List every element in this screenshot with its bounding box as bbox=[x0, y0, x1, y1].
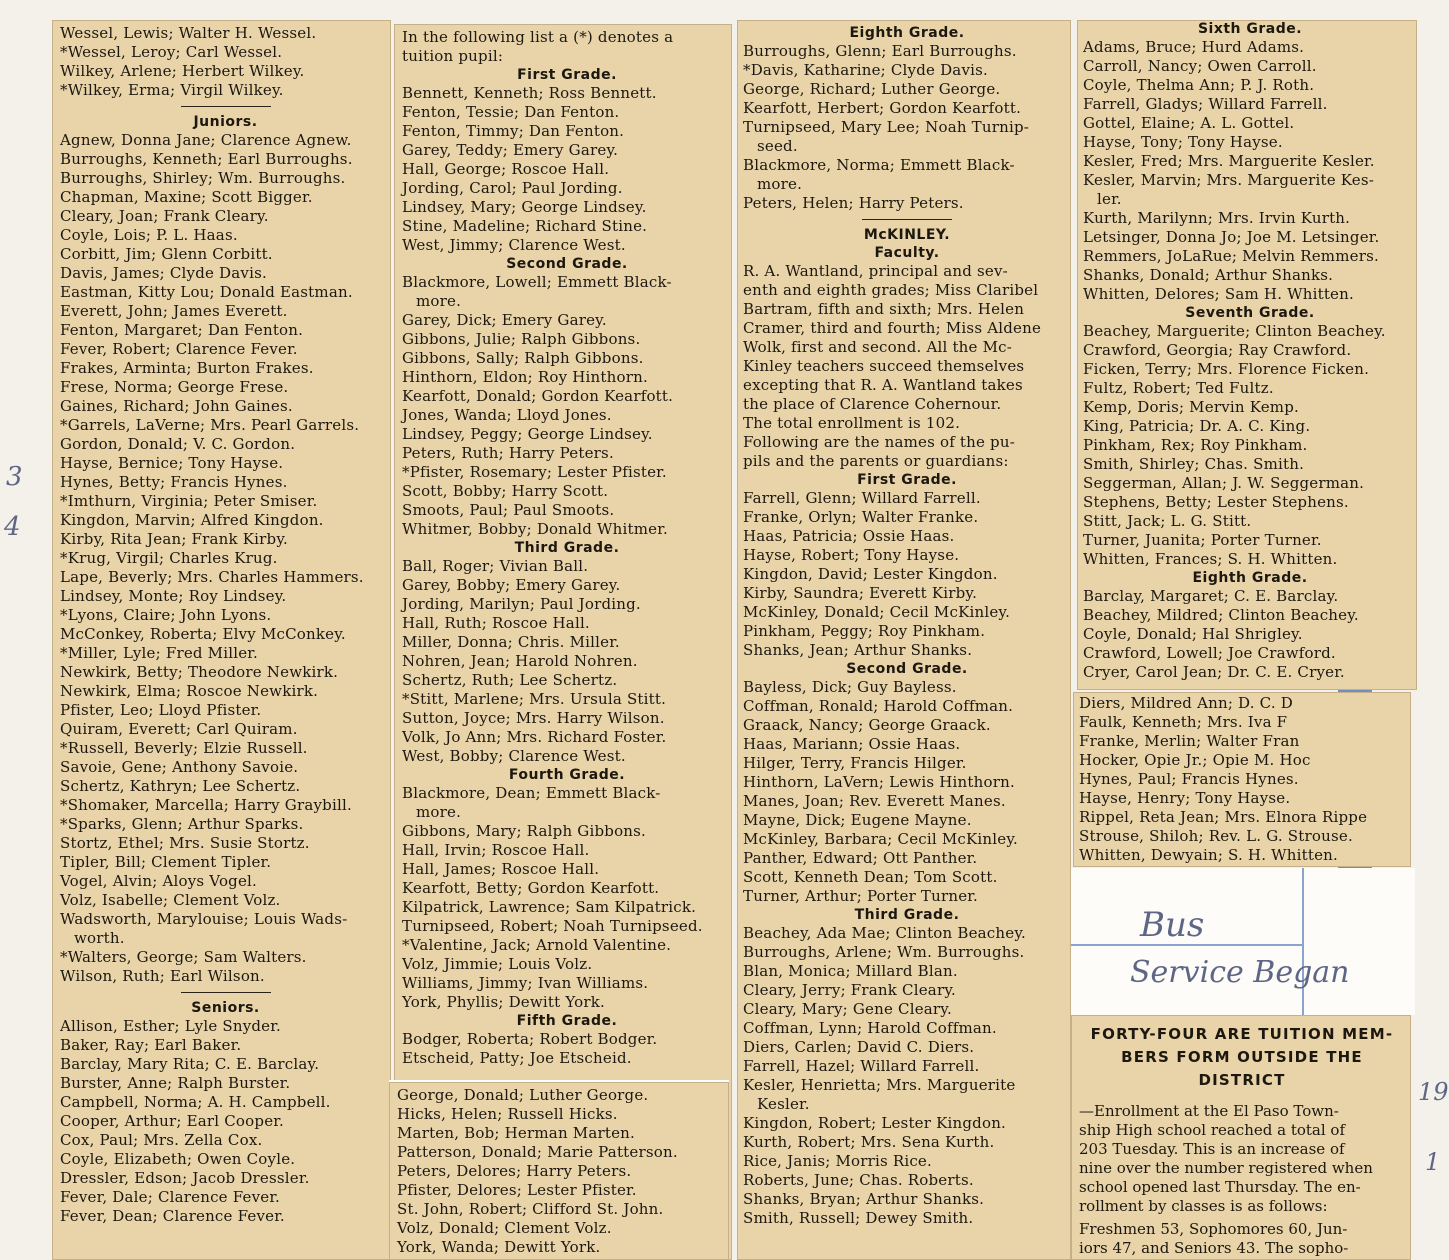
list-item: Turnipseed, Robert; Noah Turnipseed. bbox=[402, 917, 703, 935]
section-heading: Eighth Grade. bbox=[849, 25, 965, 41]
list-item: Hall, George; Roscoe Hall. bbox=[402, 160, 610, 178]
list-item: pils and the parents or guardians: bbox=[743, 452, 1009, 470]
list-item: Fultz, Robert; Ted Fultz. bbox=[1083, 379, 1274, 397]
list-item: Fenton, Tessie; Dan Fenton. bbox=[402, 103, 620, 121]
list-item: Franke, Orlyn; Walter Franke. bbox=[743, 508, 979, 526]
section-heading: First Grade. bbox=[857, 472, 957, 488]
list-item: Gaines, Richard; John Gaines. bbox=[60, 397, 293, 415]
list-item: *Pfister, Rosemary; Lester Pfister. bbox=[402, 463, 667, 481]
list-item: Turner, Juanita; Porter Turner. bbox=[1083, 531, 1322, 549]
list-item: Whitten, Dewyain; S. H. Whitten. bbox=[1079, 846, 1338, 864]
list-item: Bartram, fifth and sixth; Mrs. Helen bbox=[743, 300, 1025, 318]
list-item: seed. bbox=[757, 137, 798, 155]
list-item: Burroughs, Shirley; Wm. Burroughs. bbox=[60, 169, 346, 187]
list-item: Chapman, Maxine; Scott Bigger. bbox=[60, 188, 313, 206]
list-item: more. bbox=[416, 803, 462, 821]
list-item: Beachey, Marguerite; Clinton Beachey. bbox=[1083, 322, 1386, 340]
list-item: Ball, Roger; Vivian Ball. bbox=[402, 557, 589, 575]
list-item: *Garrels, LaVerne; Mrs. Pearl Garrels. bbox=[60, 416, 360, 434]
article-body-line: ship High school reached a total of bbox=[1079, 1121, 1346, 1139]
list-item: Lape, Beverly; Mrs. Charles Hammers. bbox=[60, 568, 364, 586]
list-item: West, Jimmy; Clarence West. bbox=[402, 236, 626, 254]
list-item: Fever, Dean; Clarence Fever. bbox=[60, 1207, 285, 1225]
list-item: Stephens, Betty; Lester Stephens. bbox=[1083, 493, 1349, 511]
list-item: Smoots, Paul; Paul Smoots. bbox=[402, 501, 615, 519]
list-item: Lindsey, Monte; Roy Lindsey. bbox=[60, 587, 287, 605]
clipping-column-mckinley bbox=[737, 20, 1071, 1260]
list-item: *Valentine, Jack; Arnold Valentine. bbox=[402, 936, 672, 954]
list-item: Vogel, Alvin; Aloys Vogel. bbox=[60, 872, 258, 890]
list-item: Allison, Esther; Lyle Snyder. bbox=[60, 1017, 281, 1035]
list-item: Beachey, Ada Mae; Clinton Beachey. bbox=[743, 924, 1026, 942]
list-item: Frakes, Arminta; Burton Frakes. bbox=[60, 359, 314, 377]
list-item: The total enrollment is 102. bbox=[743, 414, 961, 432]
margin-mark: 4 bbox=[4, 512, 21, 542]
list-item: Beachey, Mildred; Clinton Beachey. bbox=[1083, 606, 1359, 624]
clipping-column-eighth-grade-cont bbox=[1073, 692, 1411, 867]
list-item: Gordon, Donald; V. C. Gordon. bbox=[60, 435, 296, 453]
list-item: Fenton, Margaret; Dan Fenton. bbox=[60, 321, 304, 339]
list-item: Kinley teachers succeed themselves bbox=[743, 357, 1025, 375]
list-item: Tipler, Bill; Clement Tipler. bbox=[60, 853, 272, 871]
list-item: Kearfott, Donald; Gordon Kearfott. bbox=[402, 387, 674, 405]
clipping-column-juniors-seniors bbox=[52, 20, 391, 1260]
list-item: Kesler. bbox=[757, 1095, 810, 1113]
scrapbook-page-area bbox=[1070, 868, 1415, 1015]
list-item: R. A. Wantland, principal and sev- bbox=[743, 262, 1008, 280]
list-item: Quiram, Everett; Carl Quiram. bbox=[60, 720, 298, 738]
list-item: King, Patricia; Dr. A. C. King. bbox=[1083, 417, 1311, 435]
list-item: Hayse, Robert; Tony Hayse. bbox=[743, 546, 960, 564]
list-item: Farrell, Gladys; Willard Farrell. bbox=[1083, 95, 1328, 113]
list-item: Sutton, Joyce; Mrs. Harry Wilson. bbox=[402, 709, 665, 727]
list-item: Gottel, Elaine; A. L. Gottel. bbox=[1083, 114, 1295, 132]
list-item: Whitmer, Bobby; Donald Whitmer. bbox=[402, 520, 668, 538]
article-headline-line: BERS FORM OUTSIDE THE bbox=[1121, 1048, 1363, 1066]
list-item: Stortz, Ethel; Mrs. Susie Stortz. bbox=[60, 834, 310, 852]
section-heading: First Grade. bbox=[517, 67, 617, 83]
list-item: *Lyons, Claire; John Lyons. bbox=[60, 606, 272, 624]
article-body-line: 203 Tuesday. This is an increase of bbox=[1079, 1140, 1345, 1158]
list-item: Gibbons, Julie; Ralph Gibbons. bbox=[402, 330, 641, 348]
list-item: Coyle, Lois; P. L. Haas. bbox=[60, 226, 238, 244]
list-item: Rippel, Reta Jean; Mrs. Elnora Rippe bbox=[1079, 808, 1368, 826]
list-item: *Wilkey, Erma; Virgil Wilkey. bbox=[60, 81, 284, 99]
list-item: Pfister, Leo; Lloyd Pfister. bbox=[60, 701, 262, 719]
list-item: Baker, Ray; Earl Baker. bbox=[60, 1036, 242, 1054]
list-item: In the following list a (*) denotes a bbox=[402, 28, 674, 46]
section-heading: Juniors. bbox=[193, 114, 258, 130]
list-item: excepting that R. A. Wantland takes bbox=[743, 376, 1023, 394]
list-item: Jones, Wanda; Lloyd Jones. bbox=[402, 406, 612, 424]
list-item: *Russell, Beverly; Elzie Russell. bbox=[60, 739, 308, 757]
list-item: Campbell, Norma; A. H. Campbell. bbox=[60, 1093, 331, 1111]
list-item: Shanks, Bryan; Arthur Shanks. bbox=[743, 1190, 985, 1208]
list-item: Barclay, Margaret; C. E. Barclay. bbox=[1083, 587, 1339, 605]
list-item: Wilkey, Arlene; Herbert Wilkey. bbox=[60, 62, 305, 80]
list-item: Blan, Monica; Millard Blan. bbox=[743, 962, 958, 980]
list-item: Garey, Dick; Emery Garey. bbox=[402, 311, 607, 329]
list-item: Jording, Carol; Paul Jording. bbox=[402, 179, 623, 197]
list-item: Hilger, Terry, Francis Hilger. bbox=[743, 754, 967, 772]
list-item: Franke, Merlin; Walter Fran bbox=[1079, 732, 1300, 750]
article-body-line: iors 47, and Seniors 43. The sopho- bbox=[1079, 1239, 1349, 1257]
list-item: Stine, Madeline; Richard Stine. bbox=[402, 217, 648, 235]
list-item: Wolk, first and second. All the Mc- bbox=[743, 338, 1013, 356]
section-heading: Seniors. bbox=[191, 1000, 260, 1016]
list-item: Kirby, Rita Jean; Frank Kirby. bbox=[60, 530, 289, 548]
list-item: Burroughs, Glenn; Earl Burroughs. bbox=[743, 42, 1017, 60]
clipping-column-grades-1-5 bbox=[394, 24, 732, 1260]
list-item: Coyle, Thelma Ann; P. J. Roth. bbox=[1083, 76, 1315, 94]
list-item: Cramer, third and fourth; Miss Aldene bbox=[743, 319, 1042, 337]
list-item: McKinley, Donald; Cecil McKinley. bbox=[743, 603, 1011, 621]
list-item: Schertz, Kathryn; Lee Schertz. bbox=[60, 777, 301, 795]
list-item: Coffman, Lynn; Harold Coffman. bbox=[743, 1019, 997, 1037]
list-item: Williams, Jimmy; Ivan Williams. bbox=[402, 974, 649, 992]
list-item: Hocker, Opie Jr.; Opie M. Hoc bbox=[1079, 751, 1311, 769]
list-item: Shanks, Donald; Arthur Shanks. bbox=[1083, 266, 1334, 284]
article-headline-line: FORTY-FOUR ARE TUITION MEM- bbox=[1090, 1025, 1394, 1043]
list-item: Schertz, Ruth; Lee Schertz. bbox=[402, 671, 618, 689]
section-heading: Faculty. bbox=[874, 245, 940, 261]
list-item: Whitten, Frances; S. H. Whitten. bbox=[1083, 550, 1338, 568]
list-item: Kearfott, Betty; Gordon Kearfott. bbox=[402, 879, 660, 897]
list-item: McKinley, Barbara; Cecil McKinley. bbox=[743, 830, 1018, 848]
list-item: Burster, Anne; Ralph Burster. bbox=[60, 1074, 291, 1092]
list-item: Coyle, Donald; Hal Shrigley. bbox=[1083, 625, 1303, 643]
section-heading: Sixth Grade. bbox=[1197, 21, 1303, 37]
article-body-line: rollment by classes is as follows: bbox=[1079, 1197, 1328, 1215]
list-item: Kearfott, Herbert; Gordon Kearfott. bbox=[743, 99, 1022, 117]
list-item: Blackmore, Norma; Emmett Black- bbox=[743, 156, 1015, 174]
list-item: Peters, Helen; Harry Peters. bbox=[743, 194, 964, 212]
list-item: Cleary, Jerry; Frank Cleary. bbox=[743, 981, 956, 999]
list-item: Wessel, Lewis; Walter H. Wessel. bbox=[60, 24, 317, 42]
list-item: Kesler, Henrietta; Mrs. Marguerite bbox=[743, 1076, 1016, 1094]
section-divider bbox=[181, 992, 271, 993]
list-item: Remmers, JoLaRue; Melvin Remmers. bbox=[1083, 247, 1379, 265]
list-item: the place of Clarence Cohernour. bbox=[743, 395, 1002, 413]
list-item: Ficken, Terry; Mrs. Florence Ficken. bbox=[1083, 360, 1370, 378]
list-item: Corbitt, Jim; Glenn Corbitt. bbox=[60, 245, 273, 263]
list-item: Volz, Donald; Clement Volz. bbox=[397, 1219, 612, 1237]
list-item: Kurth, Marilynn; Mrs. Irvin Kurth. bbox=[1083, 209, 1351, 227]
list-item: West, Bobby; Clarence West. bbox=[402, 747, 626, 765]
list-item: York, Phyllis; Dewitt York. bbox=[402, 993, 605, 1011]
list-item: Kilpatrick, Lawrence; Sam Kilpatrick. bbox=[402, 898, 697, 916]
section-heading: Second Grade. bbox=[846, 661, 968, 677]
list-item: Garey, Bobby; Emery Garey. bbox=[402, 576, 621, 594]
list-item: Scott, Bobby; Harry Scott. bbox=[402, 482, 609, 500]
list-item: Kesler, Marvin; Mrs. Marguerite Kes- bbox=[1083, 171, 1374, 189]
list-item: Frese, Norma; George Frese. bbox=[60, 378, 289, 396]
list-item: Fever, Dale; Clarence Fever. bbox=[60, 1188, 281, 1206]
margin-mark: 3 bbox=[6, 462, 23, 492]
list-item: Hinthorn, Eldon; Roy Hinthorn. bbox=[402, 368, 648, 386]
list-item: Adams, Bruce; Hurd Adams. bbox=[1083, 38, 1305, 56]
list-item: Kingdon, Robert; Lester Kingdon. bbox=[743, 1114, 1007, 1132]
list-item: Cryer, Carol Jean; Dr. C. E. Cryer. bbox=[1083, 663, 1345, 681]
list-item: Burroughs, Arlene; Wm. Burroughs. bbox=[743, 943, 1025, 961]
list-item: Blackmore, Dean; Emmett Black- bbox=[402, 784, 661, 802]
list-item: Strouse, Shiloh; Rev. L. G. Strouse. bbox=[1079, 827, 1353, 845]
list-item: Pinkham, Peggy; Roy Pinkham. bbox=[743, 622, 986, 640]
list-item: Graack, Nancy; George Graack. bbox=[743, 716, 991, 734]
list-item: Kingdon, Marvin; Alfred Kingdon. bbox=[60, 511, 324, 529]
list-item: Lindsey, Peggy; George Lindsey. bbox=[402, 425, 653, 443]
list-item: Hinthorn, LaVern; Lewis Hinthorn. bbox=[743, 773, 1015, 791]
margin-mark: 1 bbox=[1425, 1148, 1441, 1176]
handwritten-note-bus: Bus bbox=[1140, 905, 1205, 945]
section-heading: Second Grade. bbox=[506, 256, 628, 272]
list-item: Whitten, Delores; Sam H. Whitten. bbox=[1083, 285, 1354, 303]
list-item: Stitt, Jack; L. G. Stitt. bbox=[1083, 512, 1252, 530]
list-item: Eastman, Kitty Lou; Donald Eastman. bbox=[60, 283, 353, 301]
list-item: *Davis, Katharine; Clyde Davis. bbox=[743, 61, 988, 79]
list-item: Hynes, Betty; Francis Hynes. bbox=[60, 473, 288, 491]
list-item: Cooper, Arthur; Earl Cooper. bbox=[60, 1112, 284, 1130]
list-item: Hayse, Bernice; Tony Hayse. bbox=[60, 454, 284, 472]
list-item: more. bbox=[416, 292, 462, 310]
list-item: Blackmore, Lowell; Emmett Black- bbox=[402, 273, 672, 291]
list-item: *Walters, George; Sam Walters. bbox=[60, 948, 307, 966]
article-clipping bbox=[1071, 1015, 1411, 1260]
handwritten-note-service: Service Began bbox=[1130, 955, 1350, 990]
list-item: Savoie, Gene; Anthony Savoie. bbox=[60, 758, 299, 776]
list-item: Pinkham, Rex; Roy Pinkham. bbox=[1083, 436, 1308, 454]
list-item: Bodger, Roberta; Robert Bodger. bbox=[402, 1030, 658, 1048]
list-item: Wadsworth, Marylouise; Louis Wads- bbox=[60, 910, 348, 928]
section-heading: Seventh Grade. bbox=[1185, 305, 1315, 321]
list-item: Cleary, Mary; Gene Cleary. bbox=[743, 1000, 952, 1018]
margin-mark: 19 bbox=[1418, 1078, 1449, 1106]
list-item: Haas, Patricia; Ossie Haas. bbox=[743, 527, 955, 545]
list-item: Manes, Joan; Rev. Everett Manes. bbox=[743, 792, 1006, 810]
list-item: St. John, Robert; Clifford St. John. bbox=[397, 1200, 664, 1218]
list-item: Hicks, Helen; Russell Hicks. bbox=[397, 1105, 618, 1123]
list-item: Cleary, Joan; Frank Cleary. bbox=[60, 207, 269, 225]
ruled-line bbox=[1302, 868, 1304, 1015]
list-item: Everett, John; James Everett. bbox=[60, 302, 288, 320]
list-item: Davis, James; Clyde Davis. bbox=[60, 264, 267, 282]
list-item: *Wessel, Leroy; Carl Wessel. bbox=[60, 43, 283, 61]
list-item: Coffman, Ronald; Harold Coffman. bbox=[743, 697, 1014, 715]
list-item: Diers, Carlen; David C. Diers. bbox=[743, 1038, 975, 1056]
list-item: Newkirk, Betty; Theodore Newkirk. bbox=[60, 663, 339, 681]
list-item: Scott, Kenneth Dean; Tom Scott. bbox=[743, 868, 998, 886]
list-item: Panther, Edward; Ott Panther. bbox=[743, 849, 978, 867]
list-item: Rice, Janis; Morris Rice. bbox=[743, 1152, 932, 1170]
list-item: Peters, Delores; Harry Peters. bbox=[397, 1162, 632, 1180]
list-item: Carroll, Nancy; Owen Carroll. bbox=[1083, 57, 1317, 75]
section-heading: Fourth Grade. bbox=[508, 767, 626, 783]
list-item: Marten, Bob; Herman Marten. bbox=[397, 1124, 635, 1142]
article-headline-line: DISTRICT bbox=[1198, 1071, 1286, 1089]
section-heading: Third Grade. bbox=[854, 907, 960, 923]
list-item: Nohren, Jean; Harold Nohren. bbox=[402, 652, 638, 670]
section-heading: Eighth Grade. bbox=[1192, 570, 1308, 586]
list-item: Fenton, Timmy; Dan Fenton. bbox=[402, 122, 625, 140]
list-item: Patterson, Donald; Marie Patterson. bbox=[397, 1143, 678, 1161]
list-item: *Shomaker, Marcella; Harry Graybill. bbox=[60, 796, 352, 814]
list-item: Volk, Jo Ann; Mrs. Richard Foster. bbox=[402, 728, 667, 746]
list-item: Faulk, Kenneth; Mrs. Iva F bbox=[1079, 713, 1288, 731]
list-item: Burroughs, Kenneth; Earl Burroughs. bbox=[60, 150, 353, 168]
list-item: Crawford, Georgia; Ray Crawford. bbox=[1083, 341, 1352, 359]
list-item: Crawford, Lowell; Joe Crawford. bbox=[1083, 644, 1336, 662]
list-item: Hall, Ruth; Roscoe Hall. bbox=[402, 614, 590, 632]
list-item: enth and eighth grades; Miss Claribel bbox=[743, 281, 1039, 299]
list-item: Diers, Mildred Ann; D. C. D bbox=[1079, 694, 1293, 712]
section-heading: Fifth Grade. bbox=[516, 1013, 618, 1029]
list-item: Agnew, Donna Jane; Clarence Agnew. bbox=[60, 131, 352, 149]
section-heading: McKINLEY. bbox=[863, 227, 951, 243]
list-item: Lindsey, Mary; George Lindsey. bbox=[402, 198, 647, 216]
list-item: Coyle, Elizabeth; Owen Coyle. bbox=[60, 1150, 296, 1168]
list-item: Kirby, Saundra; Everett Kirby. bbox=[743, 584, 978, 602]
list-item: *Stitt, Marlene; Mrs. Ursula Stitt. bbox=[402, 690, 667, 708]
list-item: Wilson, Ruth; Earl Wilson. bbox=[60, 967, 265, 985]
list-item: Bayless, Dick; Guy Bayless. bbox=[743, 678, 957, 696]
list-item: Hayse, Henry; Tony Hayse. bbox=[1079, 789, 1291, 807]
list-item: Seggerman, Allan; J. W. Seggerman. bbox=[1083, 474, 1365, 492]
list-item: McConkey, Roberta; Elvy McConkey. bbox=[60, 625, 346, 643]
list-item: Farrell, Hazel; Willard Farrell. bbox=[743, 1057, 980, 1075]
article-body-line: Freshmen 53, Sophomores 60, Jun- bbox=[1079, 1220, 1348, 1238]
list-item: George, Richard; Luther George. bbox=[743, 80, 1001, 98]
list-item: tuition pupil: bbox=[402, 47, 504, 65]
list-item: *Krug, Virgil; Charles Krug. bbox=[60, 549, 278, 567]
section-heading: Third Grade. bbox=[514, 540, 620, 556]
list-item: Shanks, Jean; Arthur Shanks. bbox=[743, 641, 973, 659]
list-item: more. bbox=[757, 175, 803, 193]
list-item: worth. bbox=[74, 929, 125, 947]
list-item: Kingdon, David; Lester Kingdon. bbox=[743, 565, 998, 583]
list-item: Letsinger, Donna Jo; Joe M. Letsinger. bbox=[1083, 228, 1380, 246]
article-body-line: —Enrollment at the El Paso Town- bbox=[1079, 1102, 1339, 1120]
list-item: Hall, Irvin; Roscoe Hall. bbox=[402, 841, 590, 859]
article-body-line: school opened last Thursday. The en- bbox=[1079, 1178, 1361, 1196]
list-item: Cox, Paul; Mrs. Zella Cox. bbox=[60, 1131, 263, 1149]
list-item: *Miller, Lyle; Fred Miller. bbox=[60, 644, 258, 662]
list-item: ler. bbox=[1097, 190, 1122, 208]
list-item: Smith, Shirley; Chas. Smith. bbox=[1083, 455, 1305, 473]
list-item: Bennett, Kenneth; Ross Bennett. bbox=[402, 84, 657, 102]
list-item: Following are the names of the pu- bbox=[743, 433, 1015, 451]
article-body-line: nine over the number registered when bbox=[1079, 1159, 1373, 1177]
list-item: Volz, Isabelle; Clement Volz. bbox=[60, 891, 281, 909]
list-item: Turnipseed, Mary Lee; Noah Turnip- bbox=[743, 118, 1030, 136]
clipping-column-fifth-grade-cont bbox=[389, 1080, 729, 1260]
list-item: Turner, Arthur; Porter Turner. bbox=[743, 887, 978, 905]
list-item: Mayne, Dick; Eugene Mayne. bbox=[743, 811, 972, 829]
list-item: Dressler, Edson; Jacob Dressler. bbox=[60, 1169, 310, 1187]
list-item: Kurth, Robert; Mrs. Sena Kurth. bbox=[743, 1133, 995, 1151]
list-item: Etscheid, Patty; Joe Etscheid. bbox=[402, 1049, 632, 1067]
section-divider bbox=[181, 106, 271, 107]
list-item: Barclay, Mary Rita; C. E. Barclay. bbox=[60, 1055, 320, 1073]
list-item: Fever, Robert; Clarence Fever. bbox=[60, 340, 298, 358]
section-divider bbox=[862, 219, 952, 220]
list-item: Gibbons, Mary; Ralph Gibbons. bbox=[402, 822, 647, 840]
list-item: Jording, Marilyn; Paul Jording. bbox=[402, 595, 641, 613]
list-item: Volz, Jimmie; Louis Volz. bbox=[402, 955, 593, 973]
list-item: Gibbons, Sally; Ralph Gibbons. bbox=[402, 349, 644, 367]
list-item: Hayse, Tony; Tony Hayse. bbox=[1083, 133, 1283, 151]
list-item: *Sparks, Glenn; Arthur Sparks. bbox=[60, 815, 304, 833]
list-item: Garey, Teddy; Emery Garey. bbox=[402, 141, 619, 159]
list-item: George, Donald; Luther George. bbox=[397, 1086, 649, 1104]
list-item: Kesler, Fred; Mrs. Marguerite Kesler. bbox=[1083, 152, 1375, 170]
list-item: Smith, Russell; Dewey Smith. bbox=[743, 1209, 974, 1227]
list-item: Farrell, Glenn; Willard Farrell. bbox=[743, 489, 981, 507]
list-item: Roberts, June; Chas. Roberts. bbox=[743, 1171, 974, 1189]
list-item: Hynes, Paul; Francis Hynes. bbox=[1079, 770, 1299, 788]
list-item: York, Wanda; Dewitt York. bbox=[397, 1238, 601, 1256]
list-item: Pfister, Delores; Lester Pfister. bbox=[397, 1181, 637, 1199]
list-item: *Imthurn, Virginia; Peter Smiser. bbox=[60, 492, 318, 510]
list-item: Peters, Ruth; Harry Peters. bbox=[402, 444, 614, 462]
list-item: Newkirk, Elma; Roscoe Newkirk. bbox=[60, 682, 319, 700]
clipping-column-grades-6-8 bbox=[1077, 20, 1417, 690]
list-item: Miller, Donna; Chris. Miller. bbox=[402, 633, 620, 651]
list-item: Haas, Mariann; Ossie Haas. bbox=[743, 735, 961, 753]
list-item: Hall, James; Roscoe Hall. bbox=[402, 860, 600, 878]
list-item: Kemp, Doris; Mervin Kemp. bbox=[1083, 398, 1299, 416]
